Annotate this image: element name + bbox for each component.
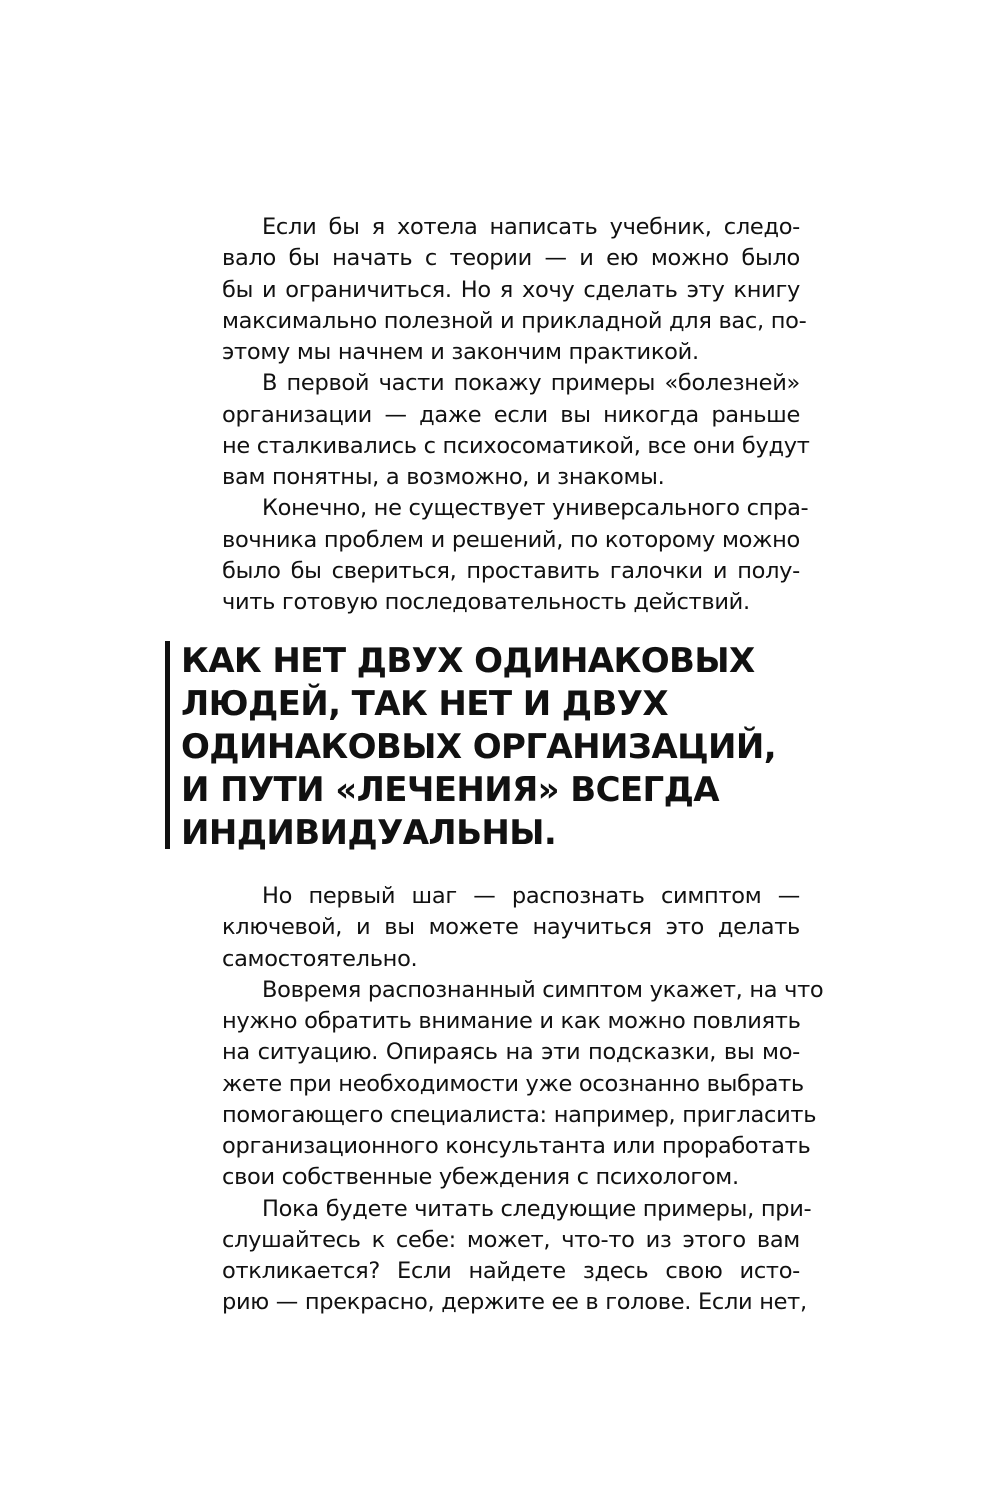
paragraph-line: ключевой, и вы можете научиться это делать [222, 914, 800, 941]
paragraph-line: слушайтесь к себе: может, что-то из этого вам [222, 1226, 800, 1253]
paragraph-line: Вовремя распознанный симптом укажет, на что [262, 976, 824, 1003]
paragraph-line: В первой части покажу примеры «болезней» [262, 370, 800, 397]
text-block-bottom [222, 881, 824, 1319]
paragraph-line: организационного консультанта или проработать [222, 1133, 811, 1159]
paragraph-line: чить готовую последовательность действий. [222, 589, 750, 615]
paragraph-line: вало бы начать с теории — и ею можно было [222, 245, 800, 272]
paragraph-line: бы и ограничиться. Но я хочу сделать эту книгу [222, 276, 800, 303]
paragraph-line: вам понятны, а возможно, и знакомы. [222, 464, 665, 490]
paragraph-line: было бы свериться, проставить галочки и полу- [222, 557, 800, 584]
paragraph-line: максимально полезной и прикладной для вас, по- [222, 307, 807, 334]
paragraph-line: рию — прекрасно, держите ее в голове. Если нет, [222, 1289, 807, 1316]
paragraph-line: вочника проблем и решений, по которому можно [222, 526, 800, 553]
pull-quote-line: ЛЮДЕЙ, ТАК НЕТ И ДВУХ [181, 684, 669, 724]
paragraph-line: откликается? Если найдете здесь свою исто- [222, 1258, 800, 1284]
pull-quote-line: И ПУТИ «ЛЕЧЕНИЯ» ВСЕГДА [181, 770, 720, 810]
paragraph-line: жете при необходимости уже осознанно выбрать [222, 1070, 804, 1097]
paragraph-line: свои собственные убеждения с психологом. [222, 1164, 739, 1191]
pull-quote [181, 640, 801, 855]
paragraph-line: Конечно, не существует универсального спра- [262, 495, 809, 522]
pull-quote-bar [165, 641, 170, 849]
paragraph-line: Если бы я хотела написать учебник, следо- [262, 214, 800, 240]
paragraph-line: этому мы начнем и закончим практикой. [222, 339, 699, 365]
text-block-top [222, 212, 810, 618]
paragraph-line: не сталкивались с психосоматикой, все они будут [222, 432, 810, 459]
paragraph-line: самостоятельно. [222, 945, 418, 972]
paragraph-line: на ситуацию. Опираясь на эти подсказки, вы мо- [222, 1039, 800, 1066]
paragraph-line: Пока будете читать следующие примеры, при- [262, 1195, 812, 1222]
pull-quote-line: ИНДИВИДУАЛЬНЫ. [181, 813, 557, 853]
paragraph-line: помогающего специалиста: например, пригласить [222, 1101, 817, 1128]
paragraph-line: нужно обратить внимание и как можно повлиять [222, 1008, 801, 1034]
paragraph-line: Но первый шаг — распознать симптом — [262, 883, 800, 909]
paragraph-line: организации — даже если вы никогда раньше [222, 401, 800, 428]
pull-quote-line: ОДИНАКОВЫХ ОРГАНИЗАЦИЙ, [181, 727, 777, 767]
pull-quote-line: КАК НЕТ ДВУХ ОДИНАКОВЫХ [181, 641, 755, 681]
